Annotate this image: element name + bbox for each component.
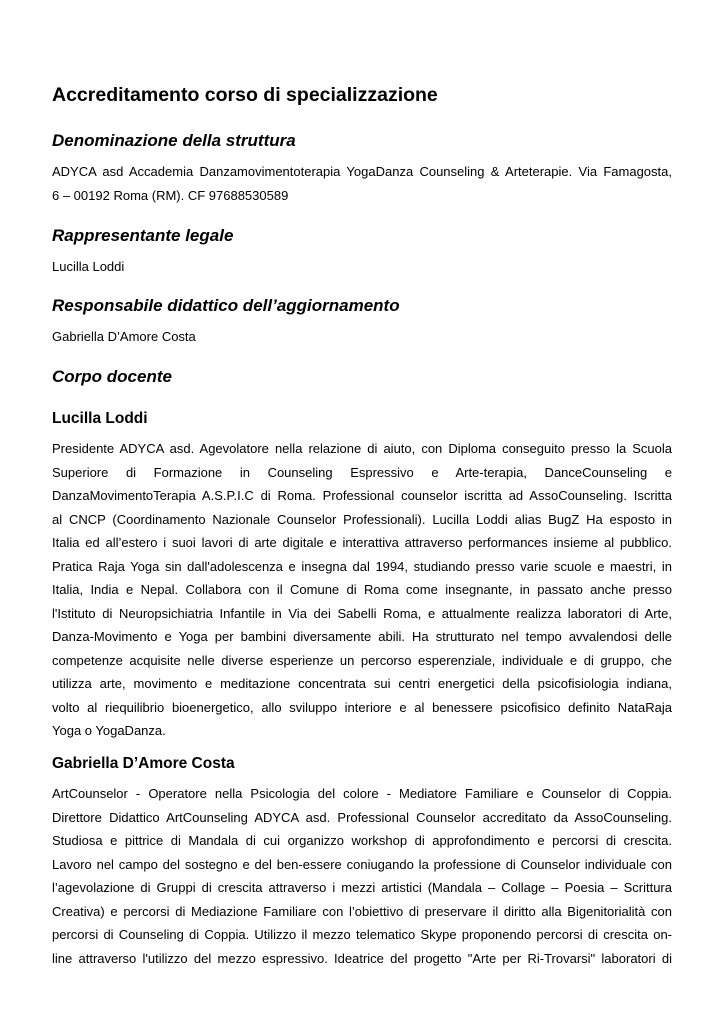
text-line: Italia, India e Nepal. Collabora con il Comune di Roma come insegnante, in passato anche presso bbox=[52, 582, 672, 597]
docente-name-lucilla-loddi: Lucilla Loddi bbox=[52, 410, 148, 427]
text-line: competenze acquisite nelle diverse esperienze un percorso esperenziale, individuale e di gruppo, che bbox=[52, 652, 672, 668]
text-line: 6 – 00192 Roma (RM). CF 97688530589 bbox=[52, 187, 289, 203]
docente-name-gabriella-damore-costa: Gabriella D’Amore Costa bbox=[52, 755, 235, 772]
docente-bio-lucilla-loddi bbox=[52, 437, 672, 743]
text-line: Presidente ADYCA asd. Agevolatore nella relazione di aiuto, con Diploma conseguito presso la Scuola bbox=[52, 441, 672, 456]
text-line: l’agevolazione di Gruppi di crescita attraverso i mezzi artistici (Mandala – Collage – Poesia – Scrittura bbox=[52, 880, 672, 895]
text-line: l'Istituto di Neuropsichiatria Infantile in Via dei Sabelli Roma, e attualmente realizza laboratori di Arte, bbox=[52, 605, 672, 621]
text-line: Italia ed all’estero i suoi lavori di arte digitale e interattiva attraverso performances insieme al pubblico. bbox=[52, 535, 672, 550]
heading-corpo-docente: Corpo docente bbox=[52, 367, 172, 386]
text-line: al CNCP (Coordinamento Nazionale Counselor Professionali). Lucilla Loddi alias BugZ Ha esposto in bbox=[52, 511, 672, 527]
document-title: Accreditamento corso di specializzazione bbox=[52, 84, 438, 106]
text-line: Lavoro nel campo del sostegno e del ben-essere coniugando la professione di Counselor individuale con bbox=[52, 856, 672, 872]
text-line: volto al riequilibrio bioenergetico, allo sviluppo interiore e al benessere psicofisico definito NataRaja bbox=[52, 699, 672, 715]
heading-rappresentante-legale: Rappresentante legale bbox=[52, 226, 234, 245]
heading-responsabile-didattico: Responsabile didattico dell’aggiornamento bbox=[52, 296, 400, 315]
text-line: Yoga o YogaDanza. bbox=[52, 723, 166, 738]
heading-denominazione: Denominazione della struttura bbox=[52, 131, 296, 150]
text-line: ArtCounselor - Operatore nella Psicologia del colore - Mediatore Familiare e Counselor di Coppia. bbox=[52, 786, 672, 801]
text-line: Pratica Raja Yoga sin dall'adolescenza e insegna dal 1994, studiando presso varie scuole e maestri, in bbox=[52, 558, 672, 574]
text-line: Studiosa e pittrice di Mandala di cui organizzo workshop di approfondimento e percorsi di crescita. bbox=[52, 833, 672, 848]
responsabile-didattico-name: Gabriella D’Amore Costa bbox=[52, 329, 196, 344]
text-line: Creativa) e percorsi di Mediazione Familiare con l’obiettivo di preservare il diritto alla Bigenitorialità con bbox=[52, 903, 672, 919]
text-line: DanzaMovimentoTerapia A.S.P.I.C di Roma. Professional counselor iscritta ad AssoCounseling. Iscritta bbox=[52, 488, 672, 503]
text-line: line attraverso l'utilizzo del mezzo espressivo. Ideatrice del progetto "Arte per Ri-Trovarsi" laboratori di bbox=[52, 950, 672, 966]
text-line: Superiore di Formazione in Counseling Espressivo e Arte-terapia, DanceCounseling e bbox=[52, 464, 672, 480]
text-line: utilizza arte, movimento e meditazione concentrata sui centri energetici della psicofisiologia indiana, bbox=[52, 676, 672, 691]
text-line: ADYCA asd Accademia Danzamovimentoterapia YogaDanza Counseling & Arteterapie. Via Famagosta, bbox=[52, 164, 672, 179]
denominazione-text bbox=[52, 160, 672, 207]
text-line: Danza-Movimento e Yoga per bambini diversamente abili. Ha strutturato nel tempo avvalendosi delle bbox=[52, 629, 672, 644]
text-line: percorsi di Counseling di Coppia. Utilizzo il mezzo telematico Skype proponendo percorsi di crescita on- bbox=[52, 927, 672, 942]
docente-bio-gabriella-damore-costa bbox=[52, 782, 672, 970]
text-line: Direttore Didattico ArtCounseling ADYCA asd. Professional Counselor accreditato da AssoCounseling. bbox=[52, 809, 672, 825]
rappresentante-legale-name: Lucilla Loddi bbox=[52, 259, 125, 274]
